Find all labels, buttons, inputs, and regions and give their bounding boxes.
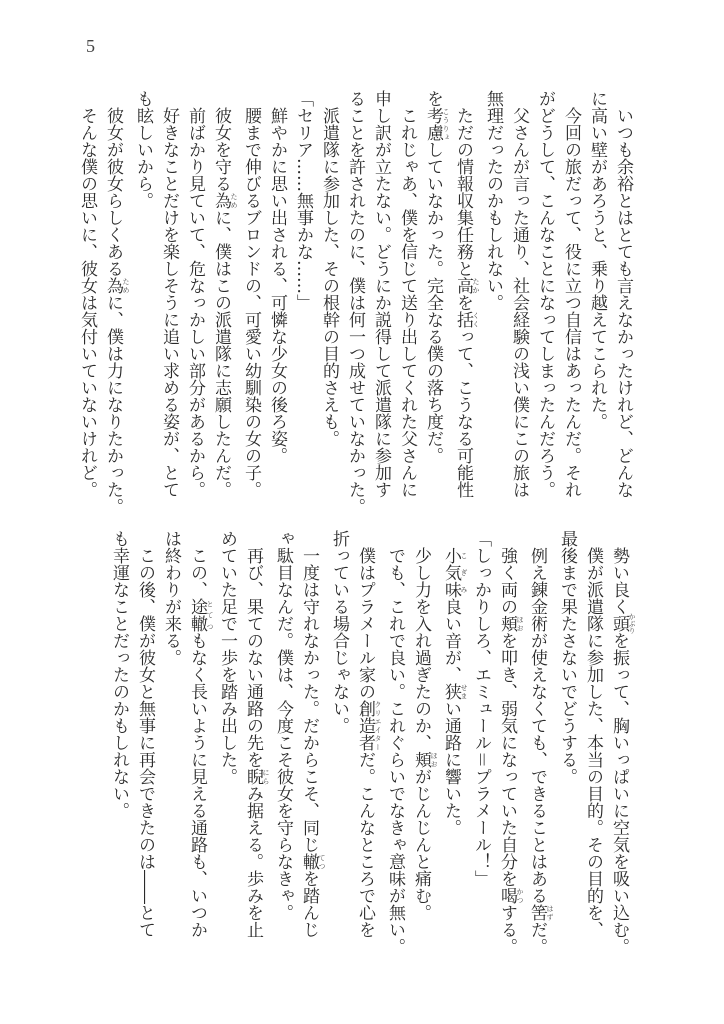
ruby-word [497,887,524,904]
text-line [532,90,558,510]
text-segment: 無理だったのかもしれない。 [483,90,503,311]
text-segment: 腰まで伸びるブロンドの、可愛い幼馴染の女の子。 [241,90,261,498]
text-segment: 彼女が彼女らしくある [103,90,123,277]
text-line [394,90,420,510]
ruby-word [103,277,130,294]
text-segment: 強く両の [497,530,517,615]
text-line [106,530,132,950]
text-line [130,90,156,510]
text-line [270,530,296,950]
ruby-word [453,277,480,294]
text-line [494,530,524,955]
ruby-base: 為 [103,277,123,294]
text-segment: に、僕はこの派遣隊に志願したんだ。 [211,209,231,498]
ruby-base: 狭 [441,683,461,700]
text-segment: ることを許されたのに、僕は何一つ成せていなかった。 [345,90,365,515]
text-line [382,530,408,955]
text-line [606,530,636,955]
text-segment: だ。 [527,921,547,955]
ruby-reading: ため [122,277,130,294]
text-segment: は終わりが来る。 [161,530,181,666]
text-segment: 例え錬金術が使えなくても、できることはある [527,530,547,904]
text-line [580,530,606,950]
ruby-word [411,751,438,768]
ruby-reading: にら [262,768,270,785]
ruby-reading: かぶり [628,613,636,634]
text-segment: だ。こんなところで心を [355,751,375,938]
ruby-base: 括 [453,311,473,328]
text-line [214,530,240,950]
text-line [468,530,494,950]
text-line [450,90,480,510]
ruby-base: 小気味 [441,547,461,598]
text-segment: 僕はプラメール家の [355,530,375,700]
text-line [326,530,352,950]
text-line [240,530,270,950]
text-segment: 再び、果てのない通路の先を [243,530,263,768]
text-segment: を踏んじ [299,870,319,938]
ruby-reading: ため [230,192,238,209]
ruby-base: 頭 [609,613,629,634]
text-segment: に高い壁があろうと、乗り越えてこられた。 [587,90,607,430]
ruby-word [299,853,326,870]
ruby-word [609,613,636,634]
ruby-base: 考慮 [423,107,443,141]
text-line [524,530,554,955]
ruby-reading: ほお [516,615,524,632]
ruby-base: 高 [453,277,473,294]
ruby-word [187,598,214,632]
text-line [182,90,208,510]
text-segment: 最後まで果たさないでどうする。 [557,530,577,785]
text-line [184,530,214,950]
ruby-base: 為 [211,192,231,209]
ruby-word [243,768,270,785]
text-segment: 僕が派遣隊に参加した、本当の目的。その目的を、 [583,530,603,938]
text-line [342,90,368,515]
text-line [296,530,326,950]
text-segment: めていた足で一歩を踏み出した。 [217,530,237,785]
text-line [208,90,238,510]
text-segment: 今回の旅だって、役に立つ自信はあったんだ。それ [561,90,581,498]
text-line [316,90,342,510]
ruby-reading: たか [472,277,480,294]
text-line [264,90,290,510]
ruby-reading: こうりょ [442,107,450,141]
text-segment: する。 [497,904,517,955]
ruby-word [211,192,238,209]
text-segment [441,530,461,547]
text-line [584,90,610,510]
text-segment: 「セリア……無事かな……」 [293,90,313,311]
text-segment: 勢い良く [609,530,629,615]
text-line [558,90,584,510]
ruby-base: 轍 [299,853,319,870]
text-segment: 一度は守れなかった。だからこそ、同じ [299,530,319,853]
ruby-base: 途轍 [187,598,207,632]
ruby-base: 頬 [411,751,431,768]
text-segment: ゃ駄目なんだ。僕は、今度こそ彼女を守らなきゃ。 [273,530,293,921]
text-line [290,90,316,510]
text-segment: 父さんが言った通り、社会経験の浅い僕にこの旅は [509,90,529,498]
ruby-base: 頬 [497,615,517,632]
text-line [100,90,130,515]
ruby-word [453,311,480,328]
ruby-reading: はず [546,904,554,921]
text-line [158,530,184,950]
text-line [156,90,182,510]
ruby-word [423,107,450,141]
text-segment: していなかった。完全なる僕の落ち度だ。 [423,141,443,464]
text-segment: 好きなことだけを楽しそうに追い求める姿が、とて [159,90,179,498]
text-segment: 「しっかりしろ、エミュール＝プラメール！」 [471,530,491,887]
text-segment: 彼女を守る [211,90,231,192]
text-segment: 少し力を入れ過ぎたのか、 [411,530,431,751]
text-line [420,90,450,510]
text-segment: 前ばかり見ていて、危なっかしい部分があるから。 [185,90,205,498]
text-segment: でも、これで良い。これぐらいでなきゃ意味が無い。 [385,530,405,955]
text-segment: ただの情報収集任務と [453,90,473,277]
text-segment: この、 [187,530,207,598]
text-segment: この後、僕が彼女と無事に再会できたのは――とて [135,530,155,938]
text-segment: 申し訳が立たない。どうにか説得して派遣隊に参加す [371,90,391,498]
ruby-word [441,547,468,598]
ruby-base: 筈 [527,904,547,921]
text-segment: を [453,294,473,311]
ruby-base: 創造者 [355,700,375,751]
ruby-word [497,615,524,632]
text-segment: 派遣隊に参加した、その根幹の目的さえも。 [319,90,339,447]
text-block-top [74,90,636,515]
text-line [480,90,506,510]
text-segment: これじゃあ、僕を信じて送り出してくれた父さんに [397,90,417,498]
text-segment: み据える。歩みを止 [243,785,263,938]
text-segment: に、僕は力になりたかった。 [103,294,123,515]
text-segment: い通路に響いた。 [441,700,461,836]
text-block-bottom [106,530,636,955]
text-segment: がどうして、こんなことになってしまったんだろう。 [535,90,555,498]
text-segment: がじんじんと痛む。 [411,768,431,921]
ruby-word [441,683,468,700]
text-segment: って、こうなる可能性 [453,328,473,498]
text-segment: を振って、胸いっぱいに空気を吸い込む。 [609,632,629,955]
text-line [554,530,580,950]
ruby-reading: てつ [318,853,326,870]
ruby-base: 睨 [243,768,263,785]
text-line [610,90,636,510]
text-line [132,530,158,950]
ruby-reading: クリエイター [374,700,382,751]
text-segment: 良い音が、 [441,598,461,683]
text-segment: を [423,90,443,107]
text-segment: 鮮やかに思い出される、可憐な少女の後ろ姿。 [267,90,287,464]
ruby-reading: かつ [516,887,524,904]
text-line [408,530,438,950]
text-line [506,90,532,510]
text-segment: も眩しいから。 [133,90,153,209]
text-segment: いつも余裕とはとても言えなかったけれど、どんな [613,90,633,498]
ruby-reading: くく [472,311,480,328]
text-line [438,530,468,950]
ruby-reading: こぎみ [460,547,468,598]
text-line [368,90,394,510]
text-segment: もなく長いように見える通路も、いつか [187,632,207,938]
text-line [352,530,382,950]
text-segment: を叩き、弱気になっていた自分を [497,632,517,887]
ruby-word [355,700,382,751]
ruby-reading: せま [460,683,468,700]
text-segment: そんな僕の思いに、彼女は気付いていないけれど。 [77,90,97,498]
page-number: 5 [86,36,95,56]
text-segment: も幸運なことだったのかもしれない。 [109,530,129,819]
text-segment: 折っている場合じゃない。 [329,530,349,734]
ruby-base: 喝 [497,887,517,904]
ruby-word [527,904,554,921]
text-line [74,90,100,510]
ruby-reading: ほお [430,751,438,768]
text-line [238,90,264,510]
ruby-reading: とてつ [206,598,214,632]
